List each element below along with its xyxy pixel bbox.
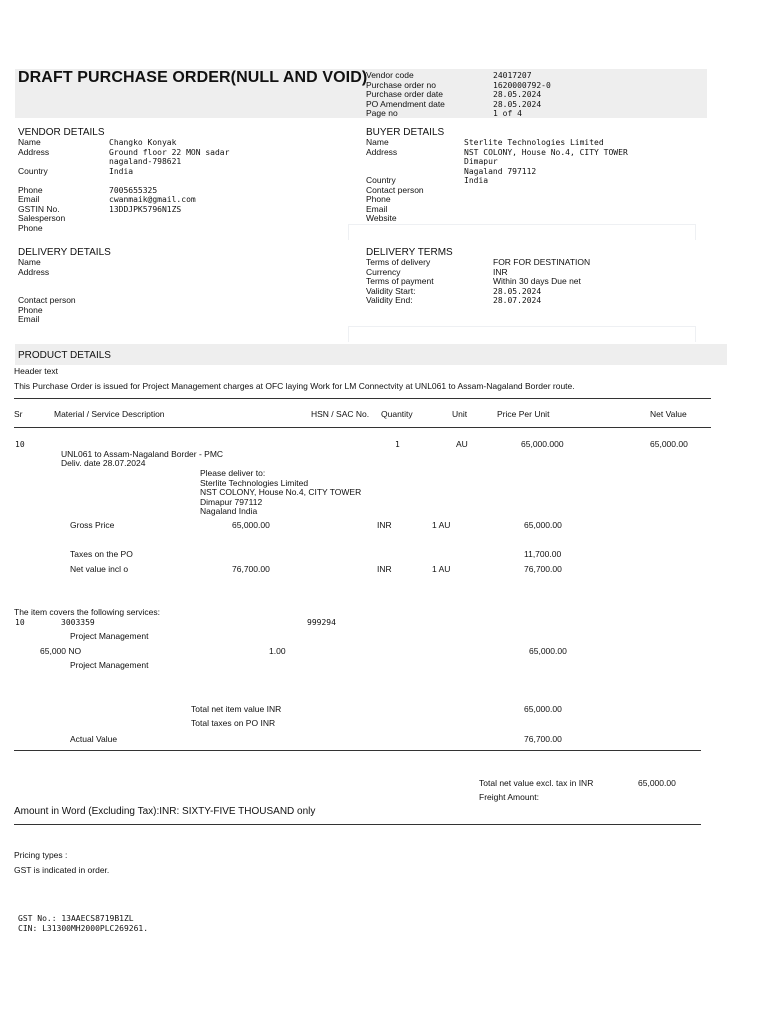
delivery-address-label: Address xyxy=(18,266,50,277)
net-value-total: 76,700.00 xyxy=(524,564,562,574)
deliver-to-line: Dimapur 797112 xyxy=(200,496,263,507)
deliver-to-block xyxy=(200,469,361,517)
product-details-band xyxy=(15,344,727,365)
service-amount: 65,000.00 xyxy=(529,646,567,656)
vendor-email: cwanmaik@gmail.com xyxy=(109,195,196,204)
currency-label: Currency xyxy=(366,266,401,277)
total-net-item-value: 65,000.00 xyxy=(524,704,562,714)
service-rate: 1.00 xyxy=(269,646,286,656)
po-amendment-date-label: PO Amendment date xyxy=(366,98,445,109)
grid-divider xyxy=(348,326,695,327)
item-description: UNL061 to Assam-Nagaland Border - PMC xyxy=(61,449,224,459)
buyer-labels xyxy=(366,138,424,224)
services-intro: The item covers the following services: xyxy=(14,607,160,617)
grid-divider xyxy=(695,326,696,342)
grid-divider xyxy=(348,224,695,225)
taxes-label: Taxes on the PO xyxy=(70,549,133,559)
buyer-address-line4: India xyxy=(464,176,489,185)
delivery-name-label: Name xyxy=(18,257,41,267)
vendor-address-line1: Ground floor 22 MON sadar xyxy=(109,147,230,157)
taxes-total: 11,700.00 xyxy=(524,549,562,559)
vendor-phone2-label: Phone xyxy=(18,222,43,233)
deliver-to-line: Please deliver to: xyxy=(200,468,266,478)
amount-in-words: Amount in Word (Excluding Tax):INR: SIXTY-FIVE THOUSAND only xyxy=(14,806,316,817)
grid-divider xyxy=(348,326,349,342)
validity-end-label: Validity End: xyxy=(366,295,413,305)
item-price: 65,000.000 xyxy=(521,439,564,449)
vendor-phone: 7005655325 xyxy=(109,185,158,195)
gross-price-label: Gross Price xyxy=(70,520,115,530)
grid-divider xyxy=(695,224,696,240)
service-sac: 999294 xyxy=(307,618,336,627)
net-value-currency: INR xyxy=(377,564,392,574)
page-no-label: Page no xyxy=(366,108,398,118)
gst-number: GST No.: 13AAECS8719B1ZL xyxy=(18,914,134,923)
validity-start-value: 28.05.2024 xyxy=(493,286,542,296)
terms-of-payment-value: Within 30 days Due net xyxy=(493,276,581,286)
page-title: DRAFT PURCHASE ORDER(NULL AND VOID) xyxy=(18,69,368,86)
po-amendment-date-value: 28.05.2024 xyxy=(493,99,542,109)
delivery-email-label: Email xyxy=(18,314,40,324)
vendor-email-label: Email xyxy=(18,194,40,204)
vendor-address-label: Address xyxy=(18,146,50,157)
delivery-labels xyxy=(18,258,76,325)
vendor-country: India xyxy=(109,166,134,176)
buyer-details-heading: BUYER DETAILS xyxy=(366,127,445,138)
net-value-amount: 76,700.00 xyxy=(232,564,270,574)
deliver-to-line: Nagaland India xyxy=(200,506,258,516)
header-text-label: Header text xyxy=(14,366,58,376)
header-text: This Purchase Order is issued for Project Management charges at OFC laying Work for LM Connectvity at UNL061 to Assam-Nagaland Border route. xyxy=(14,381,575,391)
buyer-address-label: Address xyxy=(366,146,398,157)
gross-price-currency: INR xyxy=(377,520,392,530)
vendor-gstin-label: GSTIN No. xyxy=(18,203,60,214)
buyer-website-label: Website xyxy=(366,213,397,223)
delivery-phone-label: Phone xyxy=(18,304,43,315)
actual-value: 76,700.00 xyxy=(524,734,562,744)
grid-divider xyxy=(348,224,349,240)
gross-price-amount: 65,000.00 xyxy=(232,520,270,530)
item-unit: AU xyxy=(456,439,468,449)
gross-price-per: 1 AU xyxy=(432,520,451,530)
divider-line xyxy=(14,427,711,428)
buyer-address-line3: Nagaland 797112 xyxy=(464,166,537,176)
actual-value-label: Actual Value xyxy=(70,734,118,744)
page-no-value: 1 of 4 xyxy=(493,109,522,118)
item-delivery-date: Deliv. date 28.07.2024 xyxy=(61,458,146,468)
vendor-code-value: 24017207 xyxy=(493,71,532,80)
service-line-no: 10 xyxy=(15,618,25,627)
net-value-per: 1 AU xyxy=(432,564,451,574)
item-sr: 10 xyxy=(15,440,25,449)
col-header-net-value: Net Value xyxy=(650,409,687,419)
col-header-quantity: Quantity xyxy=(381,409,413,419)
divider-line xyxy=(14,398,711,399)
col-header-description: Material / Service Description xyxy=(54,409,165,419)
product-details-heading: PRODUCT DETAILS xyxy=(18,350,111,361)
buyer-name-label: Name xyxy=(366,137,389,147)
po-date-value: 28.05.2024 xyxy=(493,90,542,99)
net-value-label: Net value incl o xyxy=(70,564,129,574)
buyer-email-label: Email xyxy=(366,203,388,214)
delivery-details-heading: DELIVERY DETAILS xyxy=(18,247,111,258)
buyer-phone-label: Phone xyxy=(366,194,391,204)
company-registration xyxy=(18,914,148,933)
vendor-name-label: Name xyxy=(18,137,41,147)
po-meta-labels xyxy=(366,71,445,119)
vendor-salesperson-label: Salesperson xyxy=(18,213,66,223)
col-header-sr: Sr xyxy=(14,409,23,419)
col-header-unit: Unit xyxy=(452,409,468,419)
deliver-to-line: Sterlite Technologies Limited xyxy=(200,477,309,488)
po-date-label: Purchase order date xyxy=(366,89,444,99)
currency-value: INR xyxy=(493,266,508,277)
buyer-contact-label: Contact person xyxy=(366,184,424,195)
vendor-country-label: Country xyxy=(18,165,48,176)
pricing-types: Pricing types : xyxy=(14,850,68,860)
validity-end-value: 28.07.2024 xyxy=(493,296,542,305)
terms-of-payment-label: Terms of payment xyxy=(366,276,434,286)
po-number-value: 1620000792-0 xyxy=(493,80,551,90)
delivery-terms-heading: DELIVERY TERMS xyxy=(366,247,453,258)
service-number: 3003359 xyxy=(61,618,95,627)
buyer-name: Sterlite Technologies Limited xyxy=(464,138,604,147)
total-taxes-label: Total taxes on PO INR xyxy=(191,718,276,728)
cin-number: CIN: L31300MH2000PLC269261. xyxy=(18,923,149,933)
gross-price-total: 65,000.00 xyxy=(524,520,562,530)
service-description-2: Project Management xyxy=(70,660,149,670)
terms-of-delivery-label: Terms of delivery xyxy=(366,257,431,267)
vendor-gstin: 13DDJPK5796N1ZS xyxy=(109,204,182,214)
vendor-details-heading: VENDOR DETAILS xyxy=(18,127,105,138)
po-number-label: Purchase order no xyxy=(366,79,436,90)
divider-line xyxy=(14,750,701,751)
service-qty-unit: 65,000 NO xyxy=(40,646,82,656)
vendor-values xyxy=(109,138,229,214)
item-net-value: 65,000.00 xyxy=(650,439,688,449)
total-net-item-label: Total net item value INR xyxy=(191,704,282,714)
terms-of-delivery-value: FOR FOR DESTINATION xyxy=(493,257,591,267)
terms-values xyxy=(493,258,590,306)
col-header-price: Price Per Unit xyxy=(497,409,550,419)
service-description: Project Management xyxy=(70,631,149,641)
vendor-address-line2: nagaland-798621 xyxy=(109,157,182,166)
net-excl-tax-label: Total net value excl. tax in INR xyxy=(479,778,594,788)
vendor-phone-label: Phone xyxy=(18,184,43,195)
buyer-address-line2: Dimapur xyxy=(464,157,498,166)
vendor-name: Changko Konyak xyxy=(109,138,177,147)
net-excl-tax-value: 65,000.00 xyxy=(638,778,676,788)
buyer-values xyxy=(464,138,628,186)
buyer-country-label: Country xyxy=(366,175,396,185)
validity-start-label: Validity Start: xyxy=(366,285,416,296)
col-header-hsn: HSN / SAC No. xyxy=(311,409,370,419)
delivery-contact-label: Contact person xyxy=(18,295,76,305)
divider-line xyxy=(14,824,701,825)
gst-note: GST is indicated in order. xyxy=(14,865,110,875)
item-quantity: 1 xyxy=(395,440,400,449)
freight-amount-label: Freight Amount: xyxy=(479,792,540,802)
terms-labels xyxy=(366,258,434,306)
deliver-to-line: NST COLONY, House No.4, CITY TOWER xyxy=(200,487,362,497)
po-meta-values xyxy=(493,71,551,119)
vendor-code-label: Vendor code xyxy=(366,70,414,80)
buyer-address-line1: NST COLONY, House No.4, CITY TOWER xyxy=(464,147,628,157)
vendor-labels xyxy=(18,138,65,233)
